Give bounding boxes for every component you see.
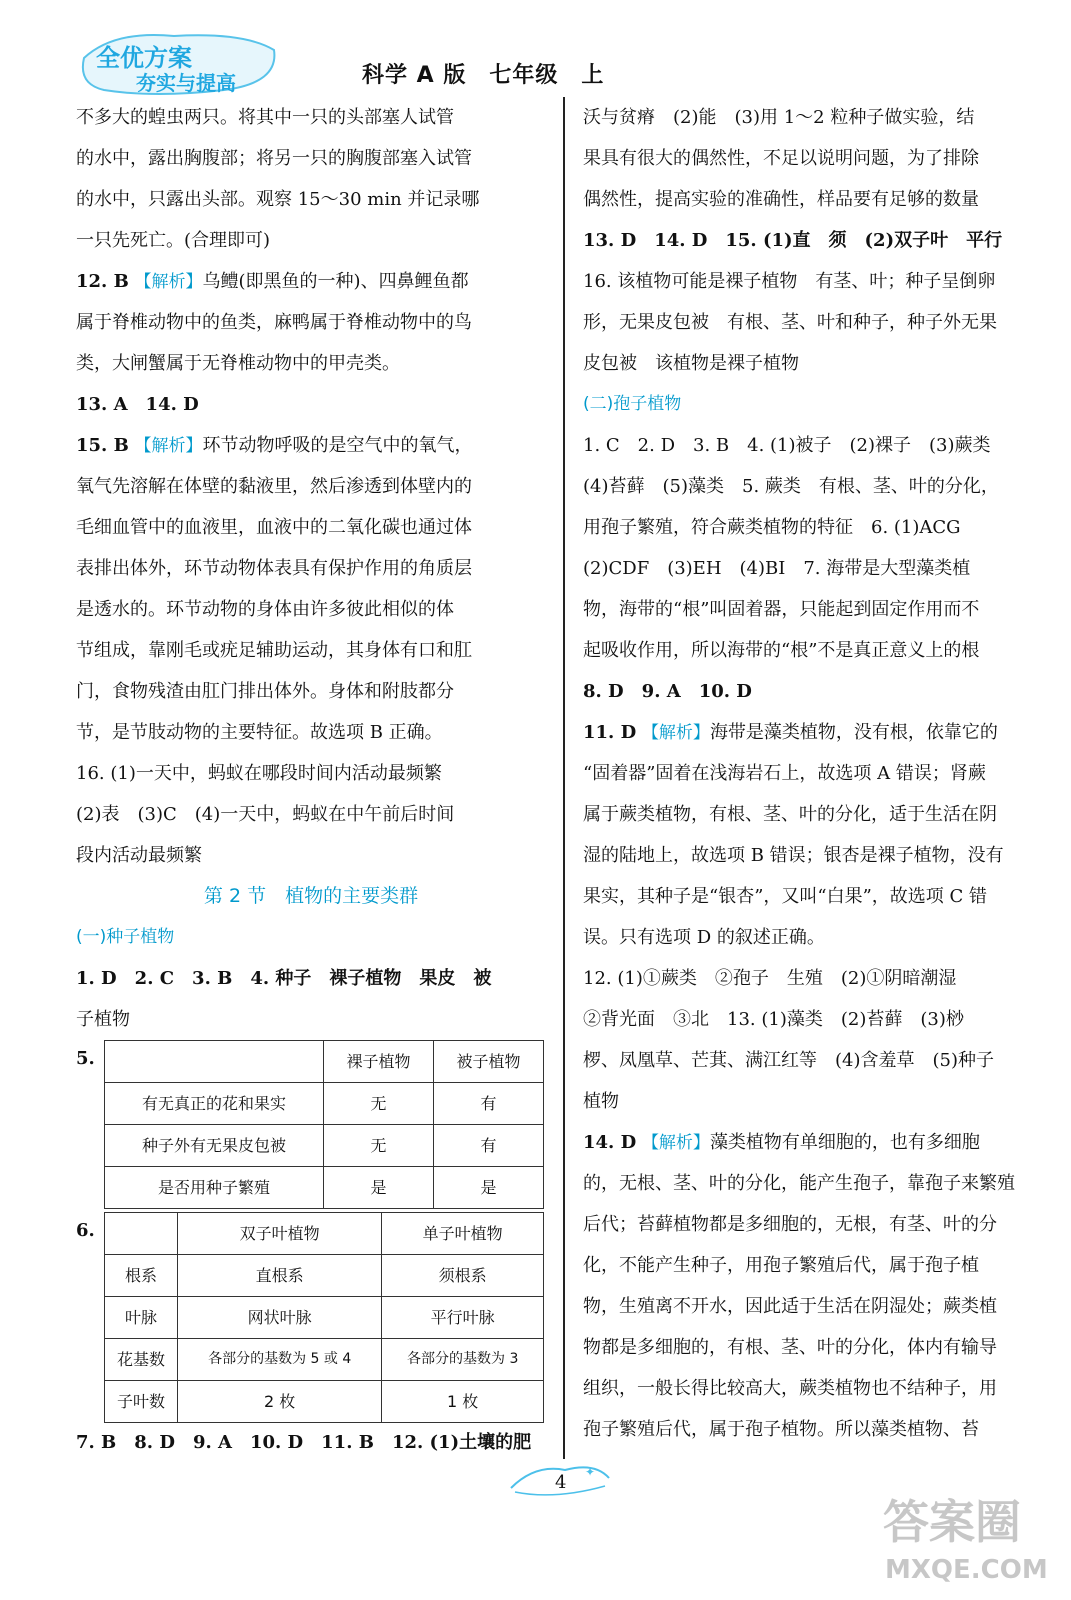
text-line: 毛细血管中的血液里，血液中的二氧化碳也通过体 [76,517,472,538]
text-line: 化，不能产生种子，用孢子繁殖后代，属于孢子植 [583,1255,979,1276]
table-cell: 有无真正的花和果实 [105,1083,324,1125]
text-line: 段内活动最频繁 [76,845,202,866]
analysis-tag: 【解析】 [134,272,203,292]
table-cell: 有 [434,1125,544,1167]
text-line: (2)CDF (3)EH (4)BI 7. 海带是大型藻类植 [583,558,971,579]
watermark-text: 答案圈 [883,1495,1021,1549]
table-cell: 子叶数 [105,1381,178,1423]
table-cell: 平行叶脉 [382,1297,544,1339]
section-title: 第 2 节 植物的主要类群 [203,885,419,907]
text-line: 的水中，只露出头部。观察 15～30 min 并记录哪 [76,189,480,210]
table-cell: 是 [324,1167,434,1209]
answer-number: 11. D [583,722,637,743]
comparison-table-seed [104,1040,544,1209]
answer-text: 海带是藻类植物，没有根，依靠它的 [709,722,998,743]
text-line: 节组成，靠刚毛或疣足辅助运动，其身体有口和肛 [76,640,472,661]
table-cell: 是否用种子繁殖 [105,1167,324,1209]
table-row [105,1381,544,1423]
text-line: 偶然性，提高实验的准确性，样品要有足够的数量 [583,189,979,210]
table-cell: 须根系 [382,1255,544,1297]
text-line: 的水中，露出胸腹部；将另一只的胸腹部塞入试管 [76,148,472,169]
answer-12: 12. (1)①蕨类 ②孢子 生殖 (2)①阴暗潮湿 [583,968,957,989]
question-label: 5. [76,1048,95,1069]
page-number: 4 [555,1472,567,1493]
header-title: 科学 A 版 七年级 上 [362,63,605,88]
table-cell: 是 [434,1167,544,1209]
answer-number: 15. B [76,435,129,456]
table-cell: 各部分的基数为 5 或 4 [178,1339,382,1381]
table-cell: 2 枚 [178,1381,382,1423]
table-cell: 1 枚 [382,1381,544,1423]
text-line: 的，无根、茎、叶的分化，能产生孢子，靠孢子来繁殖 [583,1173,1015,1194]
text-line: 形，无果皮包被 有根、茎、叶和种子，种子外无果 [583,312,997,333]
text-line: 组织，一般长得比较高大，蕨类植物也不结种子，用 [583,1378,997,1399]
table-cell: 双子叶植物 [178,1213,382,1255]
answer-text: 环节动物呼吸的是空气中的氧气， [202,435,473,456]
text-line: 子植物 [76,1009,130,1030]
text-line: 果具有很大的偶然性，不足以说明问题，为了排除 [583,148,979,169]
answer-text: 乌鳢(即黑鱼的一种)、四鼻鲤鱼都 [202,271,469,292]
table-header-row [105,1213,544,1255]
answer-15 [76,425,546,466]
answers-7-12: 7. B 8. D 9. A 10. D 11. B 12. (1)土壤的肥 [76,1432,532,1453]
text-line: 皮包被 该植物是裸子植物 [583,353,799,374]
text-line: 物，生殖离不开水，因此适于生活在阴湿处；蕨类植 [583,1296,997,1317]
answers-8-10: 8. D 9. A 10. D [583,681,752,702]
answers-1-4: 1. C 2. D 3. B 4. (1)被子 (2)裸子 (3)蕨类 [583,435,991,456]
table-row [105,1083,544,1125]
text-line: 表排出体外，环节动物体表具有保护作用的角质层 [76,558,472,579]
table-cell: 有 [434,1083,544,1125]
analysis-tag: 【解析】 [641,723,710,743]
text-line: 植物 [583,1091,619,1112]
answer-14 [583,1122,1053,1163]
text-line: 起吸收作用，所以海带的“根”不是真正意义上的根 [583,640,980,661]
analysis-tag: 【解析】 [641,1133,710,1153]
table-cell: 根系 [105,1255,178,1297]
table-cell: 叶脉 [105,1297,178,1339]
table-cell: 花基数 [105,1339,178,1381]
answer-16: 16. 该植物可能是裸子植物 有茎、叶；种子呈倒卵 [583,271,996,292]
text-line: 一只先死亡。(合理即可) [76,230,271,251]
column-divider [563,97,565,1459]
table-cell: 单子叶植物 [382,1213,544,1255]
table-cell: 无 [324,1083,434,1125]
table-cell: 种子外有无果皮包被 [105,1125,324,1167]
table-cell [105,1041,324,1083]
answer-12 [76,261,546,302]
text-line: 用孢子繁殖，符合蕨类植物的特征 6. (1)ACG [583,517,961,538]
text-line: 沃与贫瘠 (2)能 (3)用 1～2 粒种子做实验，结 [583,107,975,128]
text-line: 氧气先溶解在体壁的黏液里，然后渗透到体壁内的 [76,476,472,497]
table-header-row [105,1041,544,1083]
table-cell [105,1213,178,1255]
text-line: 不多大的蝗虫两只。将其中一只的头部塞人试管 [76,107,454,128]
subsection-title: (一)种子植物 [76,927,175,947]
text-line: 椤、凤凰草、芒萁、满江红等 (4)含羞草 (5)种子 [583,1050,994,1071]
table-row [105,1167,544,1209]
answers-13-15: 13. D 14. D 15. (1)直 须 (2)双子叶 平行 [583,230,1003,251]
table-cell: 各部分的基数为 3 [382,1339,544,1381]
answer-16: 16. (1)一天中，蚂蚁在哪段时间内活动最频繁 [76,763,442,784]
answer-13-14: 13. A 14. D [76,394,199,415]
text-line: 属于蕨类植物，有根、茎、叶的分化，适于生活在阴 [583,804,997,825]
text-line: 孢子繁殖后代，属于孢子植物。所以藻类植物、苔 [583,1419,979,1440]
table-row [105,1297,544,1339]
text-line: 果实，其种子是“银杏”，又叫“白果”，故选项 C 错 [583,886,988,907]
watermark-logo [877,1480,1057,1590]
logo-line2: 夯实与提高 [136,71,236,95]
comparison-table-leaf [104,1212,544,1423]
analysis-tag: 【解析】 [134,436,203,456]
star-icon: ✦ [585,1465,596,1479]
answer-text: 藻类植物有单细胞的，也有多细胞 [709,1132,980,1153]
page-header [62,28,1022,98]
text-line: 物，海带的“根”叫固着器，只能起到固定作用而不 [583,599,980,620]
question-6-table-block [76,1212,546,1422]
subsection-title: (二)孢子植物 [583,394,682,414]
text-line: 属于脊椎动物中的鱼类，麻鸭属于脊椎动物中的鸟 [76,312,472,333]
text-line: 门，食物残渣由肛门排出体外。身体和附肢都分 [76,681,454,702]
answer-11 [583,712,1053,753]
table-cell: 被子植物 [434,1041,544,1083]
watermark-url: MXQE.COM [885,1555,1048,1585]
answer-number: 12. B [76,271,129,292]
text-line: (2)表 (3)C (4)一天中，蚂蚁在中午前后时间 [76,804,455,825]
text-line: 后代；苔藓植物都是多细胞的，无根，有茎、叶的分 [583,1214,997,1235]
table-row [105,1125,544,1167]
logo-line1: 全优方案 [96,44,192,72]
page-number-badge [505,1460,615,1500]
question-label: 6. [76,1220,95,1241]
right-column [583,97,1053,1450]
book-logo [74,28,284,98]
text-line: (4)苔藓 (5)藻类 5. 蕨类 有根、茎、叶的分化， [583,476,999,497]
question-5-table-block [76,1040,546,1212]
text-line: 节，是节肢动物的主要特征。故选项 B 正确。 [76,722,443,743]
text-line: 是透水的。环节动物的身体由许多彼此相似的体 [76,599,454,620]
text-line: ②背光面 ③北 13. (1)藻类 (2)苔藓 (3)桫 [583,1009,964,1030]
table-cell: 裸子植物 [324,1041,434,1083]
text-line: “固着器”固着在浅海岩石上，故选项 A 错误；肾蕨 [583,763,986,784]
text-line: 湿的陆地上，故选项 B 错误；银杏是裸子植物，没有 [583,845,1004,866]
left-column [76,97,546,1463]
table-cell: 直根系 [178,1255,382,1297]
table-row [105,1255,544,1297]
table-row [105,1339,544,1381]
text-line: 误。只有选项 D 的叙述正确。 [583,927,825,948]
answer-number: 14. D [583,1132,637,1153]
text-line: 物都是多细胞的，有根、茎、叶的分化，体内有输导 [583,1337,997,1358]
text-line: 类，大闸蟹属于无脊椎动物中的甲壳类。 [76,353,400,374]
table-cell: 网状叶脉 [178,1297,382,1339]
table-cell: 无 [324,1125,434,1167]
answers-1-4: 1. D 2. C 3. B 4. 种子 裸子植物 果皮 被 [76,968,492,989]
